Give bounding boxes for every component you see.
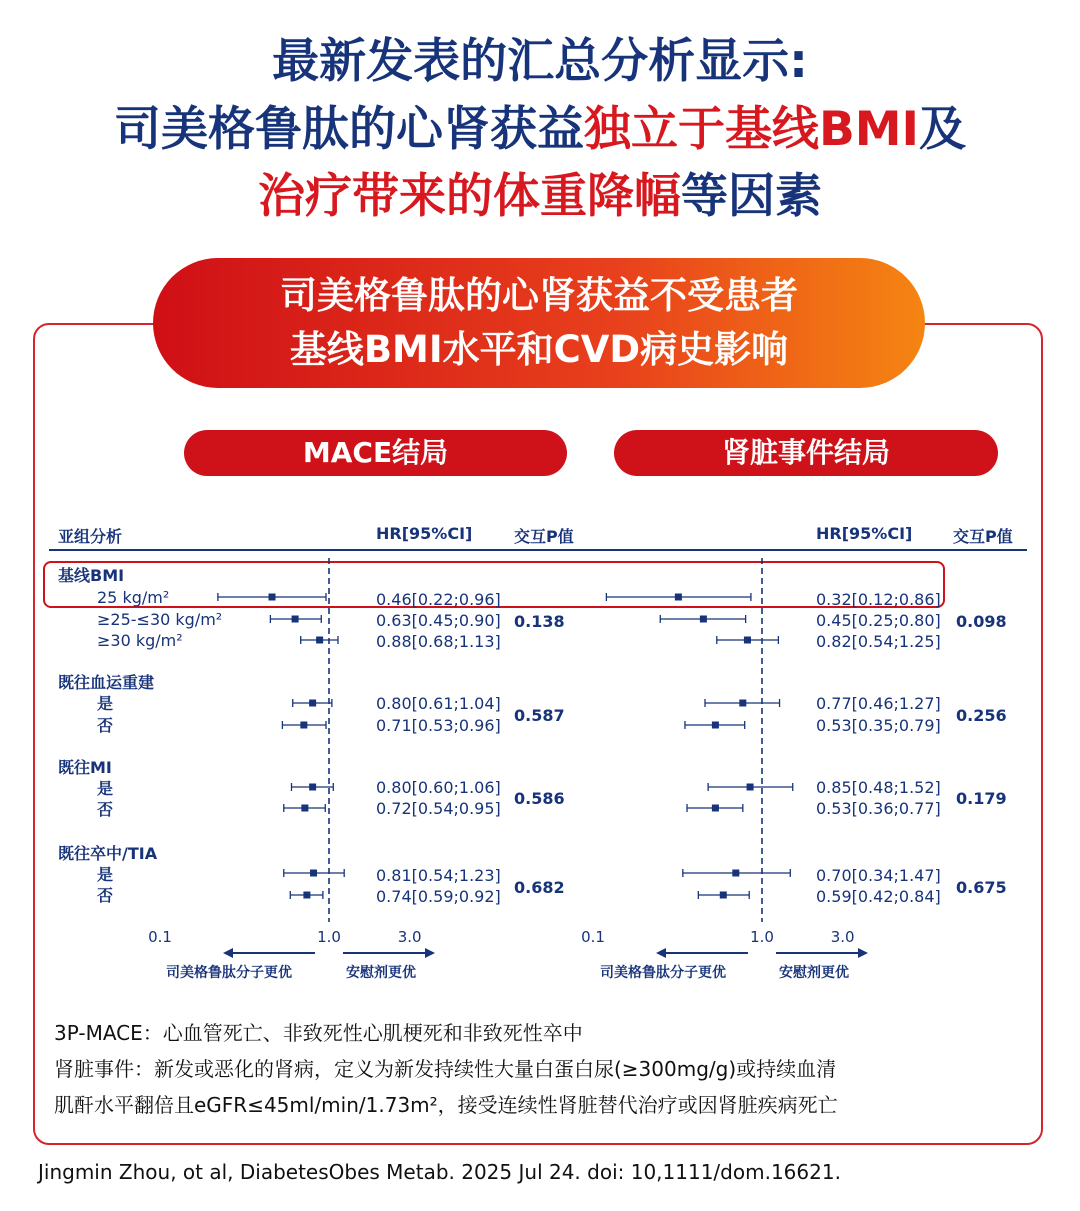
footnote-renal-1: 肾脏事件：新发或恶化的肾病，定义为新发持续性大量白蛋白尿(≥300mg/g)或持续血清 (54, 1057, 837, 1081)
renal-hr-bmi-30: 0.82[0.54;1.25] (816, 632, 941, 651)
headline-line-2-part-2: 独立于基线BMI (583, 102, 920, 157)
mace-hr-point (309, 700, 316, 707)
renal-hr-stroke-no: 0.59[0.42;0.84] (816, 887, 941, 906)
mace-hr-stroke-yes: 0.81[0.54;1.23] (376, 866, 501, 885)
renal-hr-header: HR[95%CI] (816, 524, 913, 543)
subgroup-header: 亚组分析 (58, 527, 123, 546)
row-label-bmi-30: ≥30 kg/m² (97, 631, 183, 650)
row-label-mi-yes: 是 (97, 779, 114, 798)
mace-hr-bmi-25-30: 0.63[0.45;0.90] (376, 611, 501, 630)
mace-hr-point (309, 784, 316, 791)
renal-p-header: 交互P值 (953, 527, 1013, 546)
mace-tick-label: 1.0 (317, 928, 341, 946)
renal-hr-point (720, 892, 727, 899)
mace-p-revasc: 0.587 (514, 706, 565, 725)
renal-hr-point (732, 870, 739, 877)
mace-hr-point (303, 892, 310, 899)
headline-line-2-part-1: 司美格鲁肽的心肾获益 (113, 102, 584, 157)
mace-hr-bmi-30: 0.88[0.68;1.13] (376, 632, 501, 651)
mace-hr-point (316, 637, 323, 644)
mace-hr-point (269, 594, 276, 601)
mace-hr-revasc-no: 0.71[0.53;0.96] (376, 716, 501, 735)
renal-hr-bmi-25: 0.32[0.12;0.86] (816, 590, 941, 609)
mace-hr-revasc-yes: 0.80[0.61;1.04] (376, 694, 501, 713)
renal-hr-point (747, 784, 754, 791)
group-label-bmi: 基线BMI (58, 566, 125, 585)
renal-hr-point (739, 700, 746, 707)
row-label-bmi-25: 25 kg/m² (97, 588, 170, 607)
renal-hr-mi-yes: 0.85[0.48;1.52] (816, 778, 941, 797)
mace-favor-drug-arrowhead (223, 948, 233, 958)
renal-favor-placebo: 安慰剂更优 (779, 965, 849, 981)
row-label-stroke-yes: 是 (97, 865, 114, 884)
mace-hr-mi-no: 0.72[0.54;0.95] (376, 799, 501, 818)
mace-hr-mi-yes: 0.80[0.60;1.06] (376, 778, 501, 797)
renal-p-mi: 0.179 (956, 789, 1007, 808)
renal-hr-point (712, 805, 719, 812)
renal-hr-point (675, 594, 682, 601)
mace-tick-label: 0.1 (148, 928, 172, 946)
footnote-renal-2: 肌酐水平翻倍且eGFR≤45ml/min/1.73m²，接受连续性肾脏替代治疗或因肾脏疾病死亡 (54, 1093, 838, 1117)
banner-line-2: 基线BMI水平和CVD病史影响 (289, 328, 789, 371)
row-label-mi-no: 否 (97, 800, 114, 819)
renal-hr-revasc-yes: 0.77[0.46;1.27] (816, 694, 941, 713)
mace-hr-point (301, 805, 308, 812)
mace-hr-header: HR[95%CI] (376, 524, 473, 543)
row-label-bmi-25-30: ≥25-≤30 kg/m² (97, 610, 223, 629)
mace-p-bmi: 0.138 (514, 612, 565, 631)
group-label-mi: 既往MI (58, 758, 112, 777)
renal-tick-label: 3.0 (830, 928, 855, 946)
footnote-mace: 3P-MACE：心血管死亡、非致死性心肌梗死和非致死性卒中 (54, 1021, 583, 1045)
mace-panel-title: MACE结局 (184, 430, 567, 476)
mace-p-header: 交互P值 (514, 527, 574, 546)
mace-p-stroke: 0.682 (514, 878, 565, 897)
renal-hr-revasc-no: 0.53[0.35;0.79] (816, 716, 941, 735)
row-label-revasc-yes: 是 (97, 694, 114, 713)
row-label-stroke-no: 否 (97, 886, 114, 905)
row-label-revasc-no: 否 (97, 716, 114, 735)
mace-hr-point (310, 870, 317, 877)
mace-favor-drug: 司美格鲁肽分子更优 (166, 965, 292, 981)
renal-panel-title: 肾脏事件结局 (614, 430, 998, 476)
headline-line-1-text: 最新发表的汇总分析显示: (272, 34, 808, 89)
renal-favor-drug-arrowhead (656, 948, 666, 958)
mace-hr-point (300, 722, 307, 729)
headline-line-2-part-3: 及 (919, 102, 967, 157)
renal-favor-placebo-arrowhead (858, 948, 868, 958)
renal-p-bmi: 0.098 (956, 612, 1007, 631)
renal-hr-point (744, 637, 751, 644)
renal-tick-label: 0.1 (581, 928, 605, 946)
renal-hr-point (700, 616, 707, 623)
banner-line-1: 司美格鲁肽的心肾获益不受患者 (280, 274, 798, 317)
group-label-revasc: 既往血运重建 (58, 673, 155, 692)
renal-tick-label: 1.0 (750, 928, 774, 946)
headline-line-3-part-2: 等因素 (681, 169, 822, 224)
mace-hr-point (292, 616, 299, 623)
renal-hr-bmi-25-30: 0.45[0.25;0.80] (816, 611, 941, 630)
mace-hr-stroke-no: 0.74[0.59;0.92] (376, 887, 501, 906)
mace-favor-placebo: 安慰剂更优 (346, 965, 416, 981)
renal-hr-point (712, 722, 719, 729)
headline-line-3-part-1: 治疗带来的体重降幅 (258, 169, 681, 224)
group-label-stroke: 既往卒中/TIA (58, 844, 158, 863)
mace-favor-placebo-arrowhead (425, 948, 435, 958)
mace-tick-label: 3.0 (397, 928, 422, 946)
renal-favor-drug: 司美格鲁肽分子更优 (600, 965, 726, 981)
renal-hr-stroke-yes: 0.70[0.34;1.47] (816, 866, 941, 885)
renal-p-revasc: 0.256 (956, 706, 1007, 725)
citation: Jingmin Zhou, ot al, DiabetesObes Metab. 2025 Jul 24. doi: 10,1111/dom.16621. (38, 1160, 841, 1184)
renal-hr-mi-no: 0.53[0.36;0.77] (816, 799, 941, 818)
mace-hr-bmi-25: 0.46[0.22;0.96] (376, 590, 501, 609)
mace-p-mi: 0.586 (514, 789, 565, 808)
renal-p-stroke: 0.675 (956, 878, 1007, 897)
